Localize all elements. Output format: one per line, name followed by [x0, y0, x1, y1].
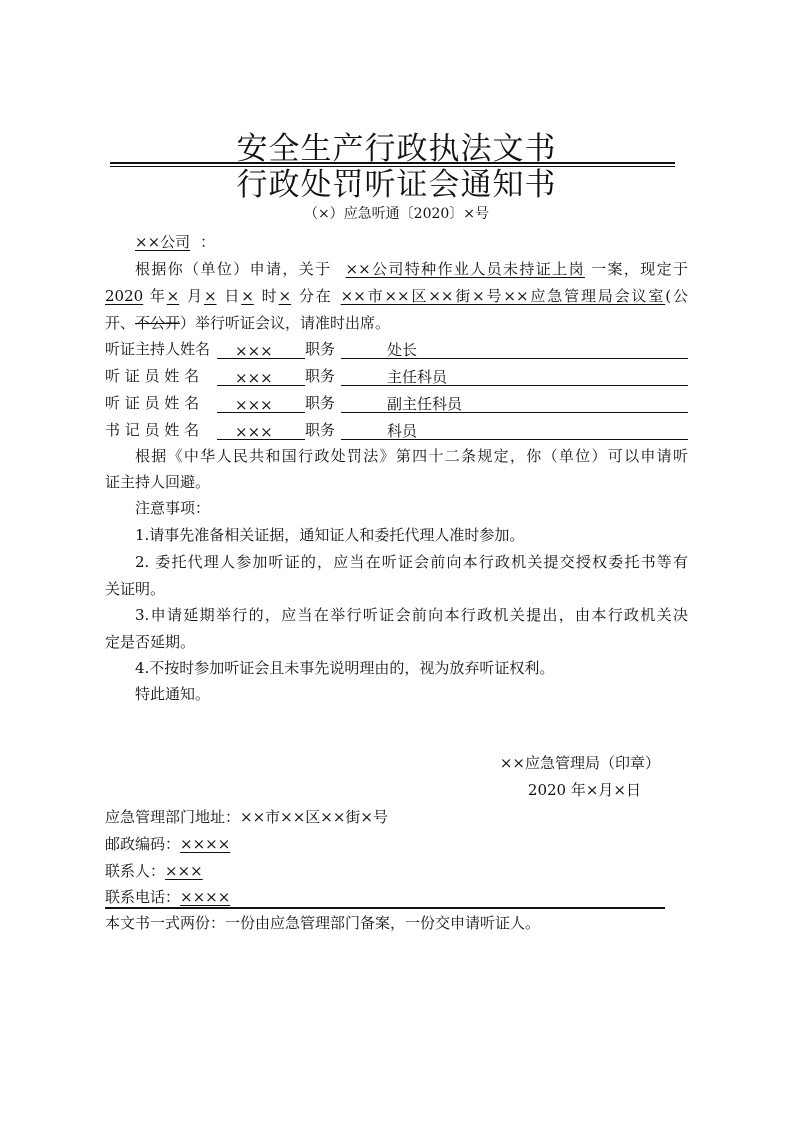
text: 一案，现定于: [591, 260, 688, 278]
postcode-value: ××××: [180, 835, 231, 853]
label: 职务: [305, 394, 336, 412]
phone-value: ××××: [180, 888, 231, 906]
note-2-cont: 关证明。: [105, 580, 166, 598]
official-name: ×××: [217, 395, 305, 413]
para1-line1: [105, 259, 688, 279]
label: 职务: [305, 367, 336, 385]
label: 邮政编码：: [105, 835, 181, 853]
person-value: ×××: [165, 862, 203, 880]
case-name: ××公司特种作业人员未持证上岗: [345, 260, 585, 278]
label: 联系人：: [105, 862, 166, 880]
label: 职务: [305, 421, 336, 439]
address-value: ××市××区××街×号: [240, 808, 388, 826]
official-duty: 主任科员: [341, 367, 688, 386]
issue-date: 2020 年×月×日: [527, 781, 641, 799]
text: ）举行听证会议，请准时出席。: [180, 314, 391, 332]
document-title: 行政处罚听证会通知书: [236, 167, 557, 203]
note-2: 2. 委托代理人参加听证的，应当在听证会前向本行政机关提交授权委托书等有: [135, 553, 688, 571]
footer-note: 本文书一式两份：一份由应急管理部门备案，一份交申请听证人。: [105, 914, 541, 932]
para1-line3: [105, 313, 688, 333]
document-number: （×）应急听通〔2020〕×号: [303, 206, 490, 222]
official-row: [105, 393, 688, 413]
official-duty: 科员: [341, 421, 688, 440]
official-duty: 处长: [341, 340, 688, 359]
text: 开、: [105, 314, 136, 332]
role: 听证主持人姓名: [105, 340, 211, 358]
label: 年: [149, 287, 167, 305]
hearing-place: ××市××区××街×号××应急管理局会议室: [340, 287, 666, 305]
role: 听 证 员 姓 名: [105, 394, 200, 412]
series-title: 安全生产行政执法文书: [236, 131, 557, 167]
para1-line2: [105, 286, 688, 306]
notes-heading: 注意事项：: [135, 499, 211, 517]
label: 职务: [305, 340, 336, 358]
para2-line1: 根据《中华人民共和国行政处罚法》第四十二条规定，你（单位）可以申请听: [135, 447, 688, 465]
hearing-month: ×: [166, 287, 180, 305]
note-4: 4.不按时参加听证会且未事先说明理由的，视为放弃听证权利。: [135, 659, 555, 677]
footer-divider: [105, 907, 665, 909]
addressee-suffix: ：: [200, 233, 216, 251]
contact-address: [105, 807, 688, 827]
role: 书 记 员 姓 名: [105, 421, 200, 439]
official-row: [105, 366, 688, 386]
issuing-org: ××应急管理局（印章）: [499, 754, 660, 772]
role: 听 证 员 姓 名: [105, 367, 200, 385]
contact-postcode: [105, 834, 688, 854]
addressee: [105, 232, 688, 252]
note-3: 3.申请延期举行的，应当在举行听证会前向本行政机关提出，由本行政机关决: [135, 606, 688, 624]
label: 日: [222, 287, 242, 305]
text: (公: [665, 287, 688, 305]
official-name: ×××: [217, 341, 305, 359]
official-name: ×××: [217, 368, 305, 386]
addressee-name: ××公司: [135, 233, 191, 251]
label: 应急管理部门地址：: [105, 808, 241, 826]
label: 分在: [297, 287, 333, 305]
hearing-day: ×: [203, 287, 217, 305]
contact-person: [105, 861, 688, 881]
hearing-year: 2020: [105, 287, 144, 305]
official-duty: 副主任科员: [341, 394, 688, 413]
text: 根据你（单位）申请，关于: [135, 260, 332, 278]
official-name: ×××: [217, 422, 305, 440]
label: 联系电话：: [105, 888, 181, 906]
official-row: [105, 420, 688, 440]
note-1: 1.请事先准备相关证据，通知证人和委托代理人准时参加。: [135, 526, 525, 544]
hearing-hour: ×: [241, 287, 254, 305]
note-3-cont: 定是否延期。: [105, 633, 196, 651]
para2-line2: 证主持人回避。: [105, 473, 211, 491]
closing: 特此通知。: [135, 685, 211, 703]
hearing-minute: ×: [278, 287, 292, 305]
contact-phone: [105, 887, 688, 907]
label: 月: [185, 287, 204, 305]
official-row: [105, 339, 688, 359]
struck-option: 不公开: [135, 314, 181, 332]
label: 时: [259, 287, 279, 305]
